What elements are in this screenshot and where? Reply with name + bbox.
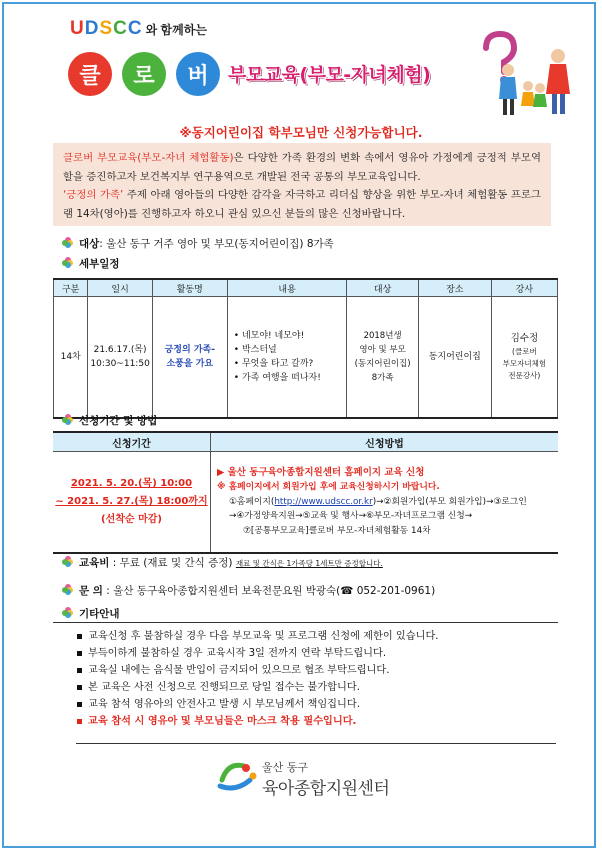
divider: [53, 622, 558, 623]
program-title: 부모교육(부모-자녀체험): [228, 64, 431, 86]
intro-box: [53, 143, 551, 226]
target-line: 대상: 울산 동구 거주 영아 및 부모(동지어린이집) 8가족: [62, 236, 334, 251]
clover-circle-2: 로: [122, 52, 166, 96]
contact-line: 문 의 : 울산 동구육아종합지원센터 보육전문요원 박광숙(☎ 052-201-0961): [62, 583, 435, 598]
with-text: 와 함께하는: [145, 23, 207, 37]
session-target: 2018년생 영아 및 부모 (동지어린이집) 8가족: [347, 297, 418, 419]
apply-method: ▶ 울산 동구육아종합지원센터 홈페이지 교육 신청 ※ 홈페이지에서 회원가입 후에 교육신청하시기 바랍니다. ①홈페이지(http://www.udscc.or.kr)→②회원가입(부모 회원가입)→③로그인 →④가정양육지원→⑤교육 및 행사→⑥부모-자녀프로그램 신청→ ⑦[공통부모교육]클로버 부모-자녀체험활동 14차: [211, 452, 559, 554]
fee-line: 교육비 : 무료 (재료 및 간식 증정) 재료 및 간식은 1가족당 1세트만 증정합니다.: [62, 555, 383, 570]
intro-theme: ‘긍정의 가족’: [63, 189, 124, 202]
flower-icon: [62, 414, 73, 425]
list-item: 교육신청 후 불참하실 경우 다음 부모교육 및 프로그램 신청에 제한이 있습니다.: [76, 628, 556, 645]
divider: [76, 743, 556, 744]
activity-name: 긍정의 가족- 소풍을 가요: [152, 297, 227, 419]
flower-icon: [62, 556, 73, 567]
apply-period: 2021. 5. 20.(목) 10:00 ~ 2021. 5. 27.(목) 18:00까지 (선착순 마감): [53, 452, 211, 554]
etc-heading: 기타안내: [62, 606, 120, 621]
session-date: 21.6.17.(목) 10:30~11:50: [88, 297, 152, 419]
schedule-table: [53, 278, 558, 419]
col-header: 장소: [418, 279, 491, 297]
intro-program-name: 클로버 부모교육(부모-자녀 체험활동): [63, 152, 234, 164]
footer-org-line2: 육아종합지원센터: [262, 779, 390, 799]
center-logo-icon: [216, 758, 260, 794]
intro-text-2: 주제 아래 영아들의 다양한 감각을 자극하고 리더십 향상을 위한 부모-자녀 체험활동 프로그램 14차(영아)를 진행하고자 하오니 관심 있으신 분들의 많은 신청바랍니다.: [63, 189, 541, 220]
col-header: 활동명: [152, 279, 227, 297]
udscc-logo: UDSCC 와 함께하는: [70, 18, 207, 39]
session-place: 동지어린이집: [418, 297, 491, 419]
flower-icon: [62, 257, 73, 268]
session-number: 14차: [54, 297, 88, 419]
col-header: 강사: [491, 279, 557, 297]
clover-circle-3: 버: [176, 52, 220, 96]
session-lecturer: 김수정 (클로버 부모자녀체험 전문강사): [491, 297, 557, 419]
col-header: 대상: [347, 279, 418, 297]
list-item: 교육 참석 영유아의 안전사고 발생 시 부모님께서 책임집니다.: [76, 696, 556, 713]
list-item: 부득이하게 불참하실 경우 교육시작 3일 전까지 연락 부탁드립니다.: [76, 645, 556, 662]
flower-icon: [62, 584, 73, 595]
family-illustration: [476, 30, 586, 120]
flower-icon: [62, 607, 73, 618]
apply-heading: 신청기간 및 방법: [62, 413, 157, 428]
col-header: 신청방법: [211, 432, 559, 452]
list-item: 교육실 내에는 음식물 반입이 금지되어 있으므로 협조 부탁드립니다.: [76, 662, 556, 679]
footer-org-line1: 울산 동구: [262, 761, 309, 774]
list-item: 본 교육은 사전 신청으로 진행되므로 당일 접수는 불가합니다.: [76, 679, 556, 696]
intro-text-1: 은 다양한 가족 환경의 변화 속에서 영유아 가정에게 긍정적 부모역할을 증진하고자 보건복지부 연구용역으로 개발된 전국 공통의 부모교육입니다.: [63, 152, 542, 183]
activity-contents: • 네모야! 네모야! • 박스터널 • 무엇을 타고 갈까? • 가족 여행을 떠나자!: [227, 297, 347, 419]
homepage-link[interactable]: http://www.udscc.or.kr: [274, 496, 373, 507]
col-header: 신청기간: [53, 432, 211, 452]
apply-table: [53, 431, 558, 554]
clover-circle-1: 클: [68, 52, 112, 96]
etc-list: [76, 628, 556, 730]
fee-note: 재료 및 간식은 1가족당 1세트만 증정합니다.: [235, 559, 383, 568]
eligibility-notice: ※동지어린이집 학부모님만 신청가능합니다.: [179, 125, 423, 140]
col-header: 내용: [227, 279, 347, 297]
col-header: 구분: [54, 279, 88, 297]
flower-icon: [62, 237, 73, 248]
col-header: 일시: [88, 279, 152, 297]
schedule-heading: 세부일정: [62, 256, 120, 271]
list-item: 교육 참석 시 영유아 및 부모님들은 마스크 착용 필수입니다.: [76, 713, 556, 730]
table-row: [54, 297, 558, 419]
